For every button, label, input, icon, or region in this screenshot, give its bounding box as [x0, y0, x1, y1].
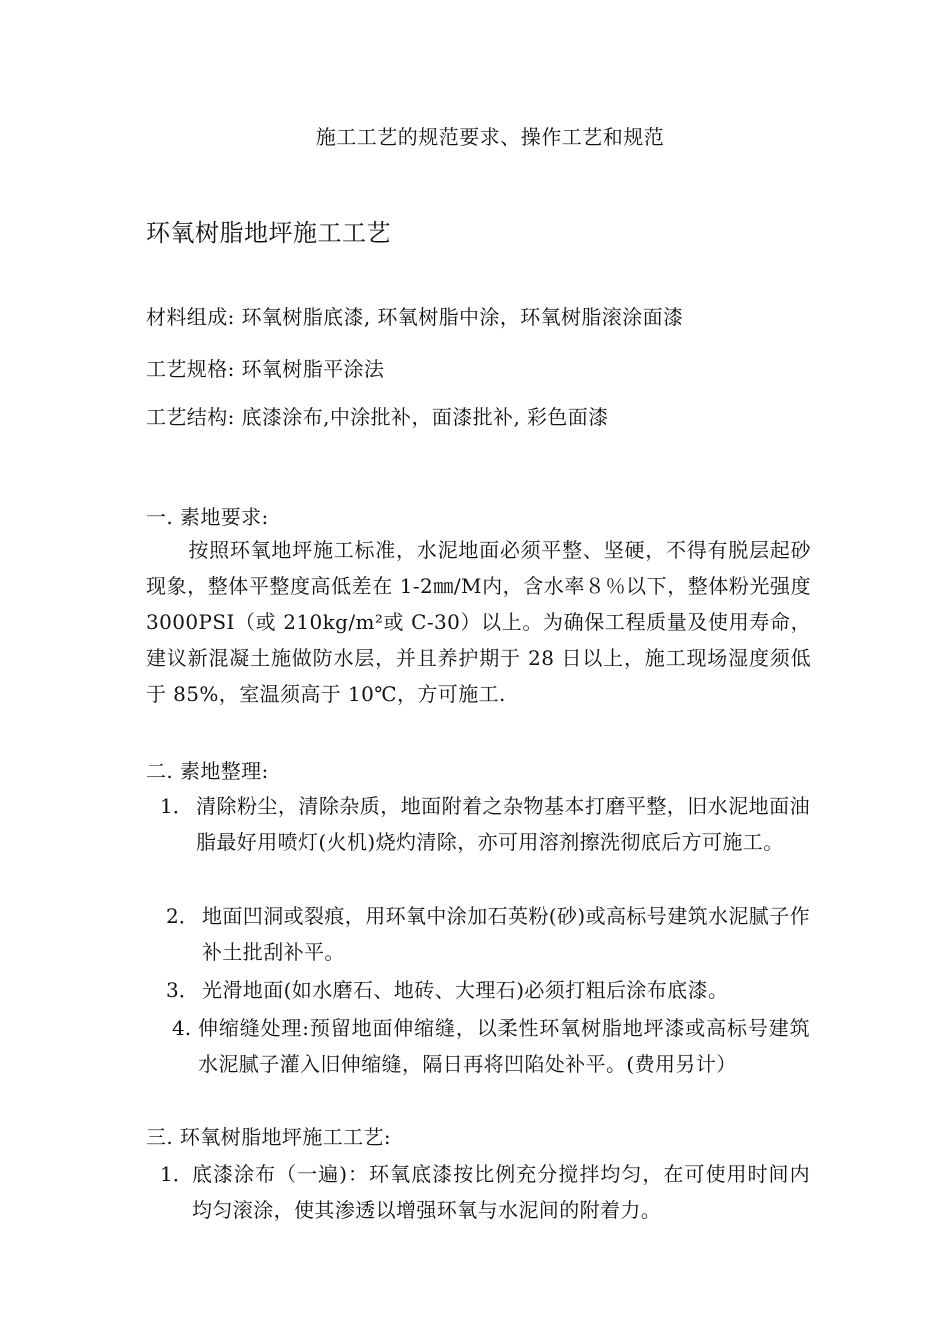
- list-item-number: 1．: [160, 794, 193, 818]
- section1-paragraph-text: 按照环氧地坪施工标准，水泥地面必须平整、坚硬，不得有脱层起砂现象，整体平整度高低差在 1-2㎜/M内，含水率８％以下，整体粉光强度 3000PSI（或 210kg/m²或 C-30）以上。为确保工程质量及使用寿命，建议新混凝土施做防水层，并且养护期于 28 日以上，施工现场湿度须低于 85%，室温须高于 10℃，方可施工.: [146, 538, 811, 706]
- section2-title: 二. 素地整理:: [146, 759, 269, 783]
- list-item: [172, 1010, 812, 1118]
- list-item: [160, 1156, 812, 1228]
- list-item-text: 底漆涂布（一遍)：环氧底漆按比例充分搅拌均匀，在可使用时间内均匀滚涂，使其渗透以增强环氧与水泥间的附着力。: [192, 1162, 810, 1222]
- spec-line: 工艺规格: 环氧树脂平涂法: [146, 357, 385, 381]
- section3-title: 三. 环氧树脂地坪施工工艺:: [146, 1125, 392, 1149]
- document-title: 施工工艺的规范要求、操作工艺和规范: [315, 125, 665, 149]
- list-item-number: 2．: [166, 904, 199, 928]
- list-item: [160, 788, 812, 896]
- list-item-number: 3．: [166, 978, 199, 1002]
- list-item-number: 4.: [172, 1016, 192, 1040]
- list-item-text: 清除粉尘，清除杂质，地面附着之杂物基本打磨平整，旧水泥地面油脂最好用喷灯(火机)烧灼清除，亦可用溶剂擦洗彻底后方可施工。: [196, 794, 810, 854]
- list-item-number: 1．: [160, 1162, 193, 1186]
- structure-line: 工艺结构: 底漆涂布,中涂批补，面漆批补, 彩色面漆: [146, 405, 609, 429]
- materials-line: 材料组成: 环氧树脂底漆, 环氧树脂中涂，环氧树脂滚涂面漆: [146, 305, 684, 329]
- list-item-text: 伸缩缝处理:预留地面伸缩缝，以柔性环氧树脂地坪漆或高标号建筑水泥腻子灌入旧伸缩缝，隔日再将凹陷处补平。(费用另计）: [198, 1016, 810, 1076]
- list-item: [166, 898, 812, 970]
- section-heading: 环氧树脂地坪施工工艺: [146, 219, 391, 247]
- list-item-text: 光滑地面(如水磨石、地砖、大理石)必须打粗后涂布底漆。: [202, 978, 729, 1002]
- section1-paragraph: [146, 532, 811, 712]
- list-item: [166, 972, 812, 1008]
- section1-title: 一. 素地要求:: [146, 505, 269, 529]
- list-item-text: 地面凹洞或裂痕，用环氧中涂加石英粉(砂)或高标号建筑水泥腻子作补土批刮补平。: [202, 904, 811, 964]
